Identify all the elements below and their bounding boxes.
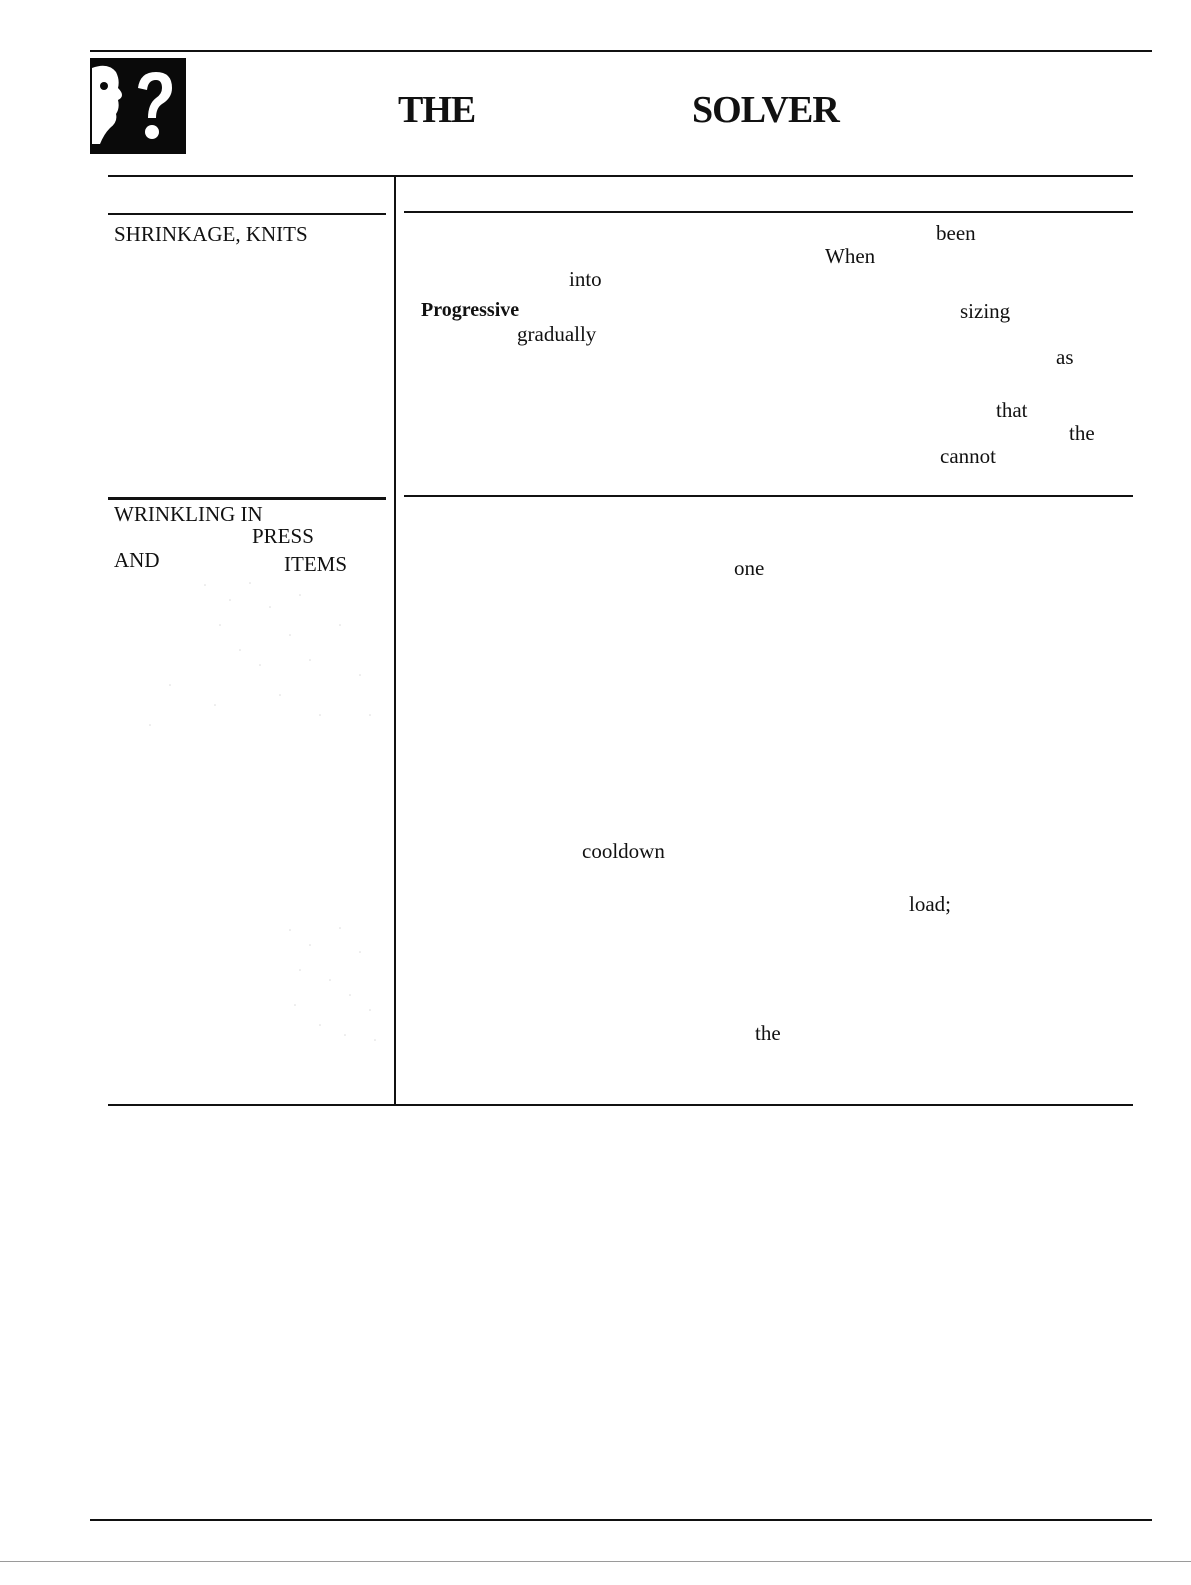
right-section-1-rule — [404, 211, 1133, 213]
fragment-the-1: the — [1069, 421, 1095, 445]
page-title-word-solver: SOLVER — [692, 89, 839, 131]
fragment-progressive: Progressive — [421, 299, 520, 321]
problem-solver-logo — [90, 58, 186, 154]
condition-wrinkling-line-3: AND — [114, 548, 160, 572]
table-bottom-rule — [108, 1104, 1133, 1106]
condition-shrinkage-knits: SHRINKAGE, KNITS — [114, 222, 308, 246]
header-top-rule — [90, 50, 1152, 52]
page-title-word-the: THE — [398, 89, 476, 131]
table-top-rule — [108, 175, 1133, 177]
fragment-that: that — [996, 398, 1028, 422]
fragment-sizing: sizing — [960, 299, 1011, 323]
condition-wrinkling-line-4: ITEMS — [284, 552, 347, 576]
left-section-2-rule — [108, 497, 386, 500]
fragment-one: one — [734, 556, 765, 580]
fragment-cooldown: cooldown — [582, 839, 665, 863]
condition-wrinkling-line-2: PRESS — [252, 524, 314, 548]
left-section-1-rule — [108, 213, 386, 215]
fragment-when: When — [825, 244, 876, 268]
fragment-into: into — [569, 267, 602, 291]
fragment-been: been — [936, 221, 976, 245]
fragment-as: as — [1056, 345, 1074, 369]
fragment-load: load; — [909, 892, 951, 916]
fragment-gradually: gradually — [517, 322, 597, 346]
footer-rule-1 — [90, 1519, 1152, 1521]
scan-noise-area-1 — [110, 565, 390, 745]
fragment-the-2: the — [755, 1021, 781, 1045]
fragment-cannot: cannot — [940, 444, 996, 468]
condition-wrinkling-line-1: WRINKLING IN — [114, 502, 263, 526]
column-divider — [394, 175, 396, 1105]
footer-rule-2 — [0, 1561, 1191, 1562]
right-section-2-rule — [404, 495, 1133, 497]
scan-noise-area-2 — [270, 910, 388, 1050]
face-question-icon — [90, 58, 186, 154]
